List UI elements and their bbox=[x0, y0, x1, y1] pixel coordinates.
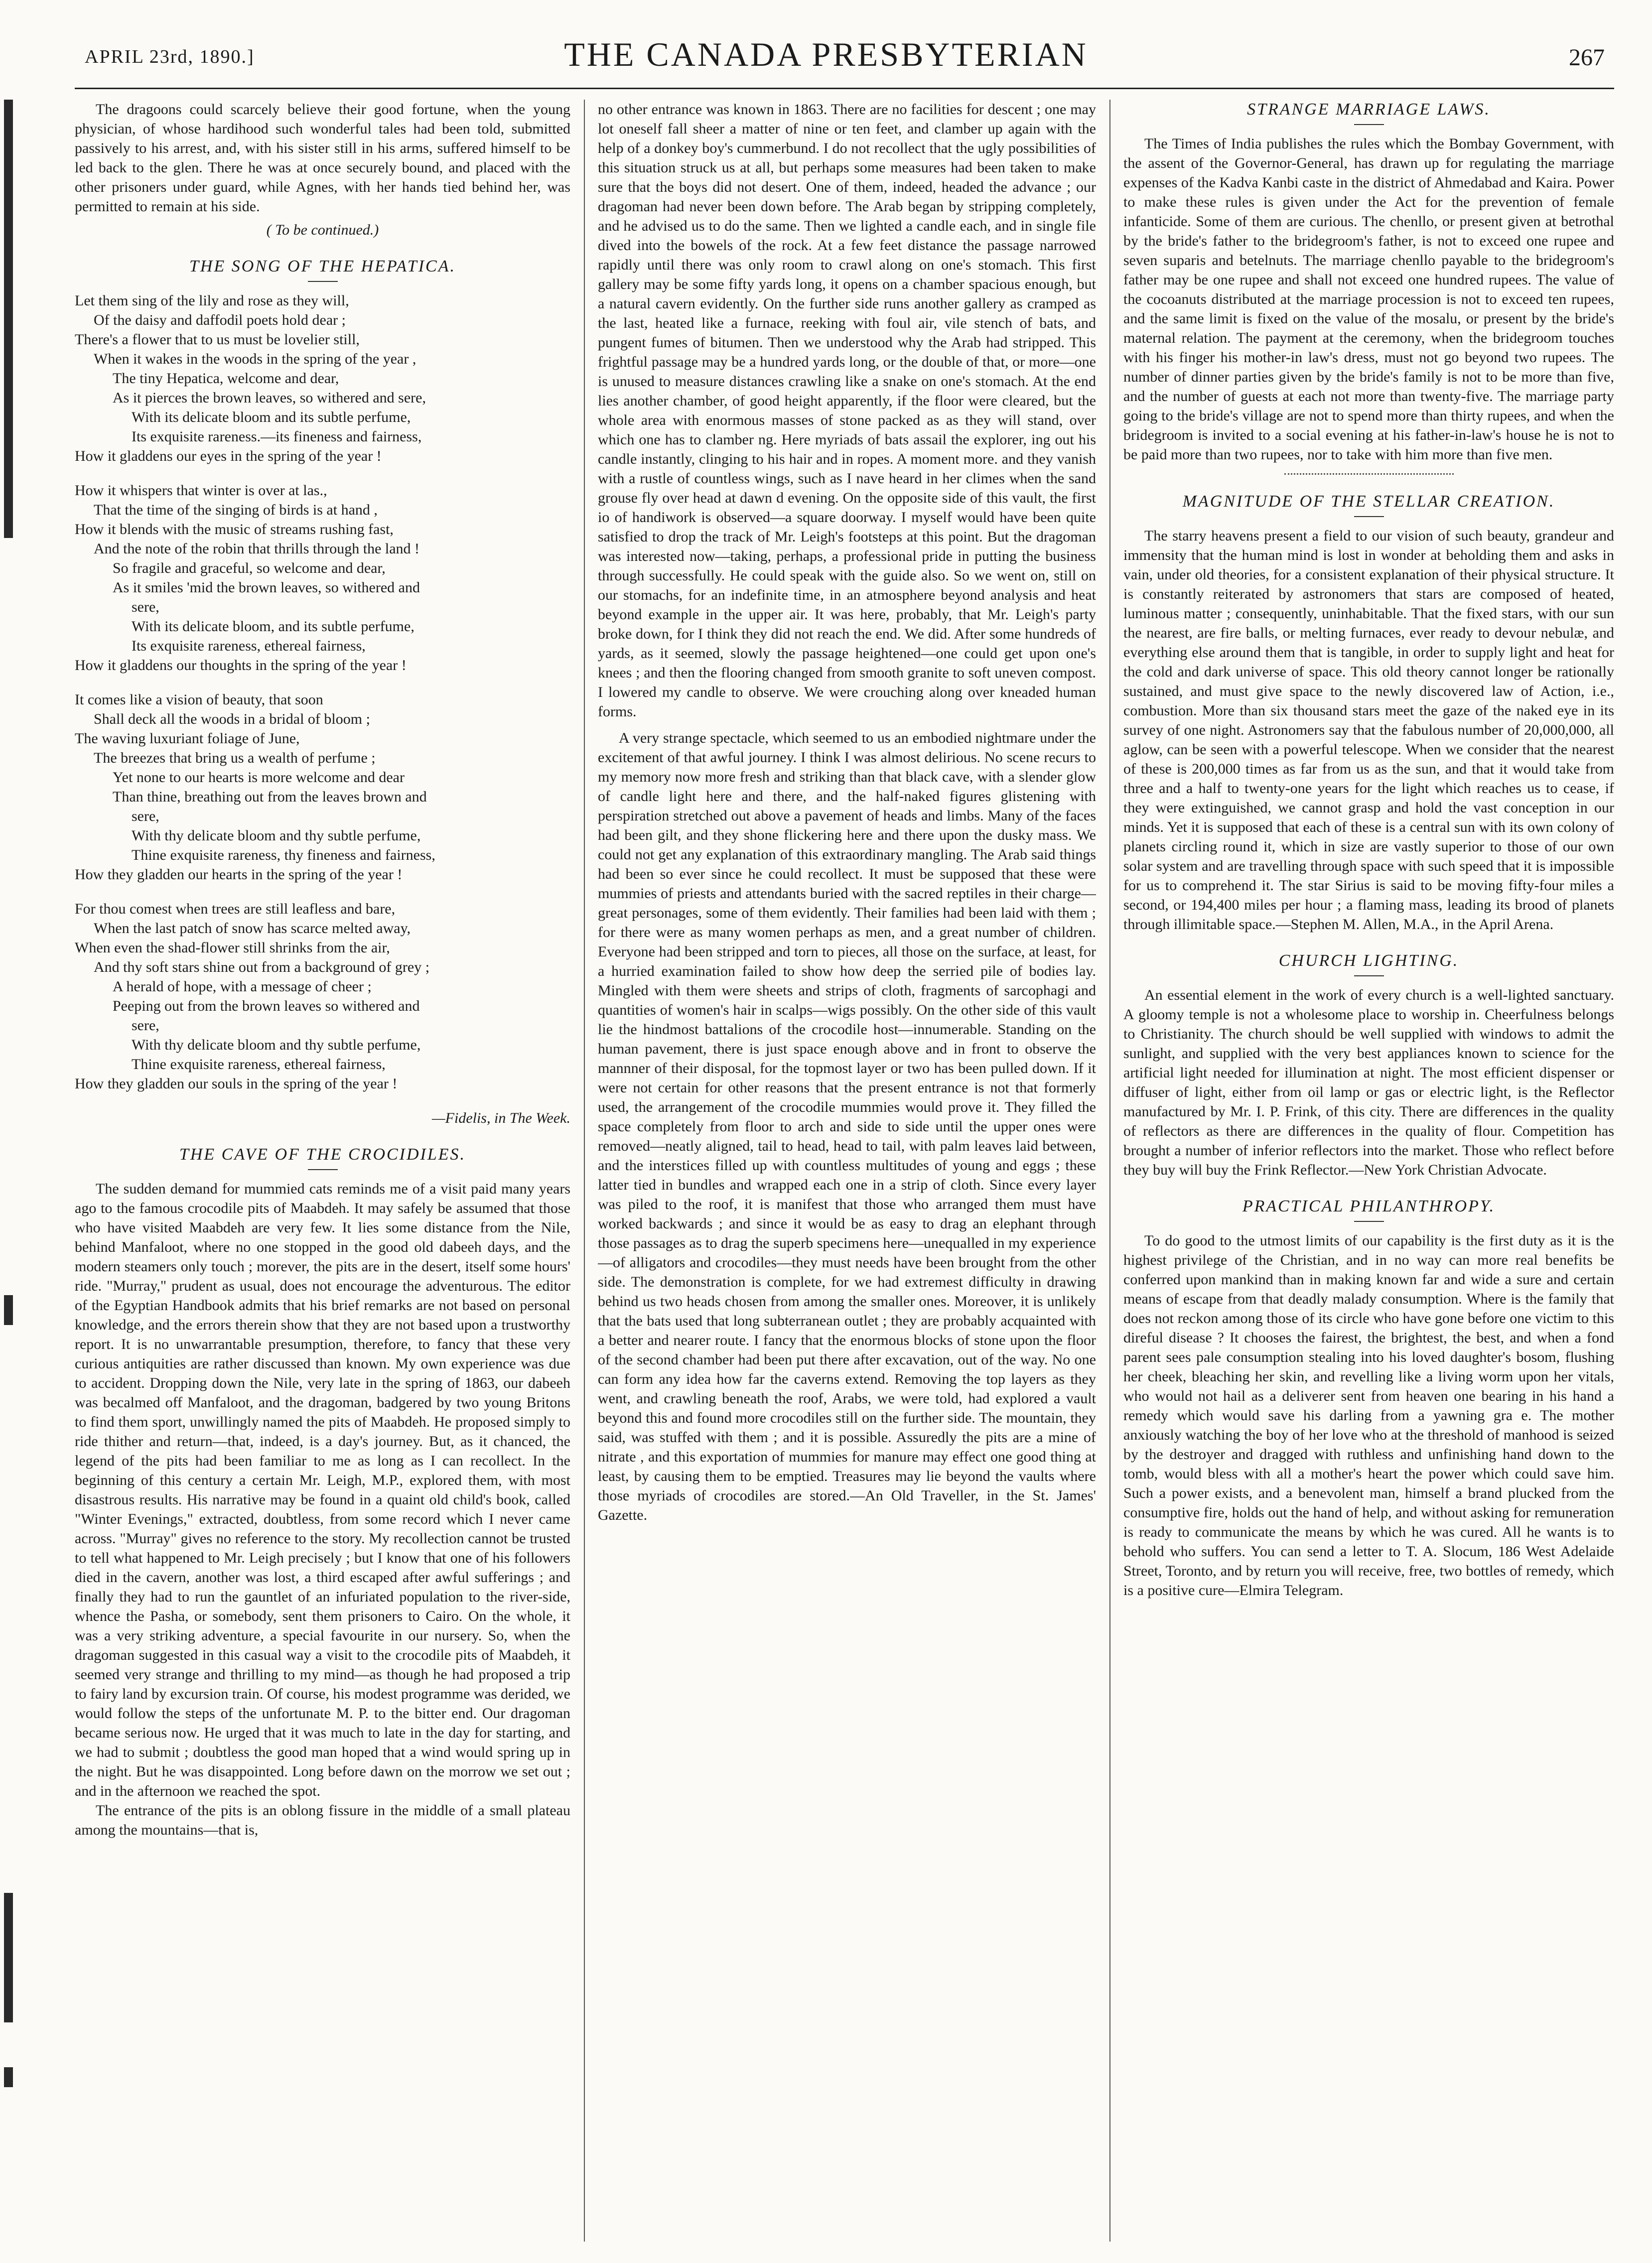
scan-edge-marks bbox=[0, 100, 20, 2242]
poem-stanza bbox=[75, 690, 570, 884]
poem-line: The waving luxuriant foliage of June, bbox=[75, 730, 300, 747]
page-header bbox=[0, 35, 1652, 90]
story-ending-paragraph: The dragoons could scarcely believe their good fortune, when the young physician, of whose hardihood such wonderful tales had been told, submitted passively to his arrest, and, with his sister still in his arms, suffered himself to be led back to the glen. There he was at once securely bound, and placed with the other prisoners under guard, while Agnes, with her hands tied behind her, was permitted to remain at his side. bbox=[75, 101, 570, 215]
poem-stanza bbox=[75, 481, 570, 675]
cave-paragraph: The sudden demand for mummied cats reminds me of a visit paid many years ago to the famous crocodile pits of Maabdeh. It may safely be assumed that those who have visited Maabdeh are very few. It lies some distance from the Nile, behind Manfaloot, where no one stopped in the good old dabeeh days, and the modern steamers only touch ; morever, the pits are in the desert, itself some hours' ride. "Murray," prudent as usual, does not encourage the adventurous. The editor of the Egyptian Handbook admits that his brief remarks are not based on personal knowledge, and the errors therein show that they are not based upon a trustworthy report. It is no unwarrantable presumption, therefore, to fancy that these very curious antiquities are rather discussed than known. My own experience was due to accident. Dropping down the Nile, very late in the spring of 1863, our dabeeh was becalmed off Manfaloot, and the dragoman, badgered by two young Britons to find them sport, unwillingly named the pits of Maabdeh. He proposed simply to ride thither and return—that, indeed, is a day's journey. But, as it chanced, the legend of the pits had been familiar to me as long as I can recollect. In the beginning of this century a certain Mr. Leigh, M.P., explored them, with most disastrous results. His narrative may be found in a quaint old child's book, called "Winter Evenings," extracted, doubtless, from some record which I never came across. "Murray" gives no reference to the story. My recollection cannot be trusted to tell what happened to Mr. Leigh precisely ; but I know that one of his followers died in the cavern, another was lost, a third escaped after awful sufferings ; and finally they had to run the gauntlet of an infuriated population to the river-side, whence the Pasha, or somebody, sent them prisoners to Cairo. On the whole, it was a very striking adventure, a special favourite in our nursery. So, when the dragoman suggested in this casual way a visit to the crocodile pits of Maabdeh, it seemed very strange and thrilling to my mind—as though he had proposed a trip to fairy land by excursion train. Of course, his modest programme was derided, we would follow the steps of the unfortunate M. P. to the bitter end. Our dragoman became serious now. He urged that it was much to late in the day for starting, and we had to submit ; doubtless the good man hoped that a wind would spring up in the night. But he was disappointed. Long before dawn on the morrow we set out ; and in the afternoon we reached the spot. bbox=[75, 1181, 570, 1799]
cave-continued-paragraph: A very strange spectacle, which seemed to us an embodied nightmare under the excitement of that awful journey. I think I was almost delirious. No scene recurs to my memory now more fresh and striking than that black cave, with a slender glow of candle light here and there, and the half-naked figures glistening with perspiration stretched out above a pavement of heads and limbs. Many of the faces had been gilt, and they shone flickering here and there upon the dusky mass. We could not get any explanation of this extraordinary mangling. The Arab said things had been so ever since he could recollect. It must be supposed that these were mummies of priests and attendants buried with the sacred reptiles in their charge—great personages, some of them evidently. Their families had been laid with them ; for there were as many women perhaps as men, and a great number of children. Everyone had been stripped and torn to pieces, all those on the surface, at least, for a hurried examination failed to show how deep the serried pile of bodies lay. Mingled with them were sheets and strips of cloth, fragments of sarcophagi and quantities of women's hair in scalps—wigs possibly. On the other side of this vault lie the hindmost battalions of the crocodile host—innumerable. Standing on the human pavement, there is just space enough above and in front to observe the mannner of their disposal, for the topmost layer or two has been pulled down. If it were not certain for other reasons that the present entrance is not that formerly used, the arrangement of the crocodile mummies would prove it. They filled the space completely from floor to arch and side to side until the upper ones were removed—neatly aligned, tail to head, head to tail, with palm leaves laid between, and the interstices filled up with countless multitudes of young and eggs ; these latter tied in bundles and wrapped each one in a strip of cloth. Since every layer was piled to the roof, it is manifest that those who arranged them must have worked backwards ; and since it would be as easy to drag an elephant through those passages as to drag the superb specimens here—unequalled in my experience—of alligators and crocodiles—they must needs have been brought from the other side. The demonstration is complete, for we had extremest difficulty in drawing behind us two heads chosen from among the smaller ones. Moreover, it is unlikely that the bats used that long subterranean outlet ; they are probably acquainted with a better and nearer route. I fancy that the enormous blocks of stone upon the floor of the second chamber had been put there after excavation, out of the way. No one can form any idea how far the caverns extend. Removing the top layers as they went, and crawling beneath the roof, Arabs, we were told, had explored a vault beyond this and found more crocodiles still on the further side. The mountain, they said, was stuffed with them ; and it is possible. Assuredly the pits are a mine of nitrate , and this exportation of mummies for manure may effect one good thing at least, by causing them to be emptied. Treasures may lie beyond the vaults where those myriads of crocodiles are stored.—An Old Traveller, in the St. James' Gazette. bbox=[598, 730, 1096, 1523]
poem-line: That the time of the singing of birds is at hand , bbox=[94, 502, 378, 518]
page-number: 267 bbox=[1569, 44, 1605, 71]
cave-continued-paragraph: no other entrance was known in 1863. There are no facilities for descent ; one may lot oneself fall sheer a matter of nine or ten feet, and clamber up again with the help of a donkey boy's cummerbund. I do not recollect that the ugly possibilities of this situation struck us at all, but perhaps some measures had been taken to make sure that the boys did not desert. One of them, indeed, headed the advance ; our dragoman had never been down before. The Arab began by stripping completely, and he advised us to do the same. Then we lighted a candle each, and in single file dived into the bowels of the rock. At a few feet distance the passage narrowed rapidly until there was only room to crawl along on one's stomach. This first gallery may be some fifty yards long, it opens on a chamber spacious enough, but a natural cavern evidently. On the further side runs another gallery as cramped as the last, heated like a furnace, reeking with foul air, vile stench of bats, and pungent fumes of bitumen. Then we understood why the Arab had stripped. This frightful passage may be a hundred yards long, or the double of that, or more—one is unused to measure distances crawling like a snake on one's stomach. At the end lies another chamber, of good height apparently, if the floor were cleared, but the whole area with enormous masses of stone packed as as they will stand, over which one has to clamber ng. Here myriads of bats assail the explorer, ing out his candle instantly, clinging to his hair and in ropes. A moment more. and they vanish with a rustle of countless wings, such as I nave heard in her climes when the sand grouse fly over head at dawn d evening. On the opposite side of this vault, the first io of handiwork is observed—a square doorway. I myself would have been quite satisfied to drop the track of Mr. Leigh's footsteps at this point. But the dragoman was interested now—taking, perhaps, a professional pride in putting the business through successfully. He could speak with the guide also. So we went on, still on our stomachs, for an indefinite time, in an atmosphere beyond analysis and heat beyond example in the upper air. It was here, probably, that Mr. Leigh's party broke down, for I think they did not reach the end. We did. After some hundreds of yards, as it seemed, slowly the passage heightened—one could get upon one's knees ; and then the flooring changed from smooth granite to soft uneven compost. I lowered my candle to observe. We were crouching along over kneaded human forms. bbox=[598, 101, 1096, 720]
poem-line: For thou comest when trees are still leafless and bare, bbox=[75, 901, 396, 917]
poem-line: sere, bbox=[132, 808, 159, 824]
masthead-title: THE CANADA PRESBYTERIAN bbox=[564, 35, 1088, 73]
title-rule bbox=[1354, 1221, 1384, 1222]
poem-line: When even the shad-flower still shrinks from the air, bbox=[75, 939, 390, 956]
title-rule bbox=[1354, 516, 1384, 517]
poem-line: sere, bbox=[132, 599, 159, 615]
poem-line: Thine exquisite rareness, ethereal fairness, bbox=[132, 1056, 386, 1072]
poem-line: Shall deck all the woods in a bridal of bloom ; bbox=[94, 711, 370, 727]
cave-paragraph: The entrance of the pits is an oblong fissure in the middle of a small plateau among the mountains—that is, bbox=[75, 1802, 570, 1838]
column-3 bbox=[1123, 100, 1614, 2242]
church-article-title: CHURCH LIGHTING. bbox=[1278, 951, 1459, 970]
marriage-article-title: STRANGE MARRIAGE LAWS. bbox=[1247, 100, 1491, 119]
poem-line: Its exquisite rareness, ethereal fairness, bbox=[132, 638, 366, 654]
poem-title: THE SONG OF THE HEPATICA. bbox=[189, 257, 456, 275]
poem-line: How they gladden our hearts in the spring of the year ! bbox=[75, 866, 403, 883]
stellar-paragraph: The starry heavens present a field to our vision of such beauty, grandeur and immensity that the human mind is lost in wonder at beholding them and asks in vain, under old theories, for a consistent explanation of their physical structure. It is constantly reiterated by astronomers that stars are composed of heated, luminous matter ; consequently, uninhabitable. That the fixed stars, with our sun the nearest, are fire balls, or melting furnaces, ever ready to devour nebulæ, and everything else around them that is tangible, in order to supply light and heat for the cold and dark universe of space. This old theory cannot longer be rationally sustained, and must give space to the newly discovered law of Action, i.e., combustion. More than six thousand stars meet the gaze of the naked eye in its survey of one night. Astronomers say that the fabulous number of 20,000,000, all aglow, can be seen with a powerful telescope. When we consider that the nearest of these is 200,000 times as far from us as the sun, and that it would take from three and a half to twenty-one years for the light which reaches us to cease, if they were extinguished, we cannot grasp and hold the vast conception in our minds. Yet it is supposed that each of these is a central sun with its own colony of planets circling round it, which in size are vastly superior to those of our own solar system and are travelling through space with such speed that it is impossible for us to comprehend it. The star Sirius is said to be moving fifty-four miles a second, or 194,400 miles per hour ; a flaming mass, leading its brood of planets through illimitable space.—Stephen M. Allen, M.A., in the April Arena. bbox=[1123, 528, 1614, 932]
poem-line: How it blends with the music of streams rushing fast, bbox=[75, 521, 394, 537]
poem-line: Peeping out from the brown leaves so withered and bbox=[113, 998, 420, 1014]
poem-line: How it gladdens our eyes in the spring of the year ! bbox=[75, 448, 382, 464]
poem-stanza bbox=[75, 291, 570, 466]
title-rule bbox=[308, 281, 338, 282]
column-divider-right bbox=[1109, 100, 1110, 2242]
poem-line: Let them sing of the lily and rose as they will, bbox=[75, 292, 349, 309]
poem-line: And the note of the robin that thrills through the land ! bbox=[94, 540, 420, 557]
poem-line: Than thine, breathing out from the leaves brown and bbox=[113, 789, 427, 805]
stellar-article-title: MAGNITUDE OF THE STELLAR CREATION. bbox=[1182, 492, 1555, 511]
poem-line: There's a flower that to us must be lovelier still, bbox=[75, 331, 360, 348]
poem-line: With thy delicate bloom and thy subtle perfume, bbox=[132, 827, 421, 844]
poem-line: Of the daisy and daffodil poets hold dear ; bbox=[94, 312, 346, 328]
poem-line: Yet none to our hearts is more welcome and dear bbox=[113, 769, 405, 786]
title-rule bbox=[308, 1169, 338, 1170]
cave-article-title: THE CAVE OF THE CROCIDILES. bbox=[179, 1145, 466, 1164]
poem-line: And thy soft stars shine out from a background of grey ; bbox=[94, 959, 430, 975]
poem-line: With its delicate bloom, and its subtle perfume, bbox=[132, 618, 414, 635]
poem-line: Its exquisite rareness.—its fineness and fairness, bbox=[132, 428, 422, 445]
column-1 bbox=[75, 100, 570, 2242]
to-be-continued: ( To be continued.) bbox=[266, 222, 379, 238]
poem-line: The tiny Hepatica, welcome and dear, bbox=[113, 370, 339, 387]
poem-hepatica bbox=[75, 291, 570, 1093]
poem-stanza bbox=[75, 899, 570, 1093]
column-2 bbox=[598, 100, 1096, 2242]
title-rule bbox=[1354, 975, 1384, 976]
poem-line: As it smiles 'mid the brown leaves, so withered and bbox=[113, 579, 420, 596]
title-rule bbox=[1354, 124, 1384, 125]
poem-line: sere, bbox=[132, 1017, 159, 1034]
poem-line: When the last patch of snow has scarce melted away, bbox=[94, 920, 411, 936]
poem-line: How it whispers that winter is over at las., bbox=[75, 482, 327, 499]
poem-line: The breezes that bring us a wealth of perfume ; bbox=[94, 750, 376, 766]
issue-date: APRIL 23rd, 1890.] bbox=[85, 46, 255, 67]
poem-line: With thy delicate bloom and thy subtle perfume, bbox=[132, 1037, 421, 1053]
philanthropy-paragraph: To do good to the utmost limits of our capability is the first duty as it is the highest privilege of the Christian, and in no way can more real benefits be conferred upon mankind than in making known far and wide a sure and certain means of escape from that deadly malady consumption. Where is the family that does not reckon among those of its circle who have gone before one victim to this direful disease ? It chooses the fairest, the brightest, the best, and when a fond parent sees pale consumption stealing into his loved daughter's bosom, flushing her cheek, bleaching her skin, and revelling like a living worm upon her vitals, who would not hail as a deliverer sent from heaven one bearing in his hand a remedy which would save his darling from a yawning gra e. The mother anxiously watching the boy of her love who at the threshold of manhood is seized by the destroyer and dragged with ruthless and unfinishing hand down to the tomb, would bless with all a mother's heart the power which could save him. Such a power exists, and a benevolent man, himself a brand plucked from the consumptive fire, holds out the hand of help, and without asking for remuneration is ready to communicate the means by which he was cured. All he wants is to behold who suffers. You can send a letter to T. A. Slocum, 186 West Adelaide Street, Toronto, and by return you will receive, free, two bottles of remedy, which is a positive cure—Elmira Telegram. bbox=[1123, 1232, 1614, 1598]
poem-line: Thine exquisite rareness, thy fineness and fairness, bbox=[132, 847, 435, 863]
marriage-paragraph: The Times of India publishes the rules which the Bombay Government, with the assent of the Governor-General, has drawn up for regulating the marriage expenses of the Kadva Kanbi caste in the district of Ahmedabad and Kaira. Power to make these rules is given under the Act for the prevention of female infanticide. Some of them are curious. The chenllo, or present given at betrothal by the bride's father to the bridegroom's father, is not to exceed one rupee and seven suparis and betelnuts. The marriage chenllo payable to the bridegroom's father may be one rupee and shall not exceed one hundred rupees. The value of the cocoanuts distributed at the marriage procession is not to exceed ten rupees, and the same limit is fixed on the value of the mosalu, or present by the bride's maternal relation. The payment at the ceremony, when the bridegroom touches with his finger his mother-in law's dress, must not go beyond two rupees. The number of dinner parties given by the bride's family is not to be more than five, and the number of guests at each not more than twenty-five. The marriage party going to the bride's village are not to spend more than thirty rupees, and when the bridegroom is invited to a social evening at his father-in-law's house he is not to be paid more than two rupees, nor to take with him more than five men. bbox=[1123, 135, 1614, 463]
poem-line: How they gladden our souls in the spring of the year ! bbox=[75, 1075, 398, 1092]
section-separator bbox=[1284, 473, 1454, 475]
poem-line: A herald of hope, with a message of cheer ; bbox=[113, 978, 372, 995]
poem-line: It comes like a vision of beauty, that soon bbox=[75, 691, 323, 708]
poem-line: With its delicate bloom and its subtle perfume, bbox=[132, 409, 411, 425]
poem-line: When it wakes in the woods in the spring of the year , bbox=[94, 351, 416, 367]
poem-line: So fragile and graceful, so welcome and dear, bbox=[113, 560, 386, 576]
church-paragraph: An essential element in the work of every church is a well-lighted sanctuary. A gloomy temple is not a wholesome place to worship in. Cheerfulness belongs to Christianity. The church should be well supplied with windows to admit the sunlight, and supplied with the very best appliances known to science for the artificial light needed for illumination at night. The most efficient dispenser or diffuser of light, either from oil lamp or gas or electric light, is the Reflector manufactured by Mr. I. P. Frink, of this city. There are differences in the quality of reflectors as there are differences in the quality of flour. Competition has brought a number of inferior reflectors into the market. Those who reflect before they buy will buy the Frink Reflector.—New York Christian Advocate. bbox=[1123, 987, 1614, 1178]
philanthropy-article-title: PRACTICAL PHILANTHROPY. bbox=[1242, 1197, 1496, 1215]
poem-attribution: —Fidelis, in The Week. bbox=[431, 1110, 570, 1126]
poem-line: How it gladdens our thoughts in the spring of the year ! bbox=[75, 657, 407, 673]
header-rule bbox=[75, 88, 1614, 89]
column-divider-left bbox=[584, 100, 585, 2242]
poem-line: As it pierces the brown leaves, so withered and sere, bbox=[113, 390, 426, 406]
